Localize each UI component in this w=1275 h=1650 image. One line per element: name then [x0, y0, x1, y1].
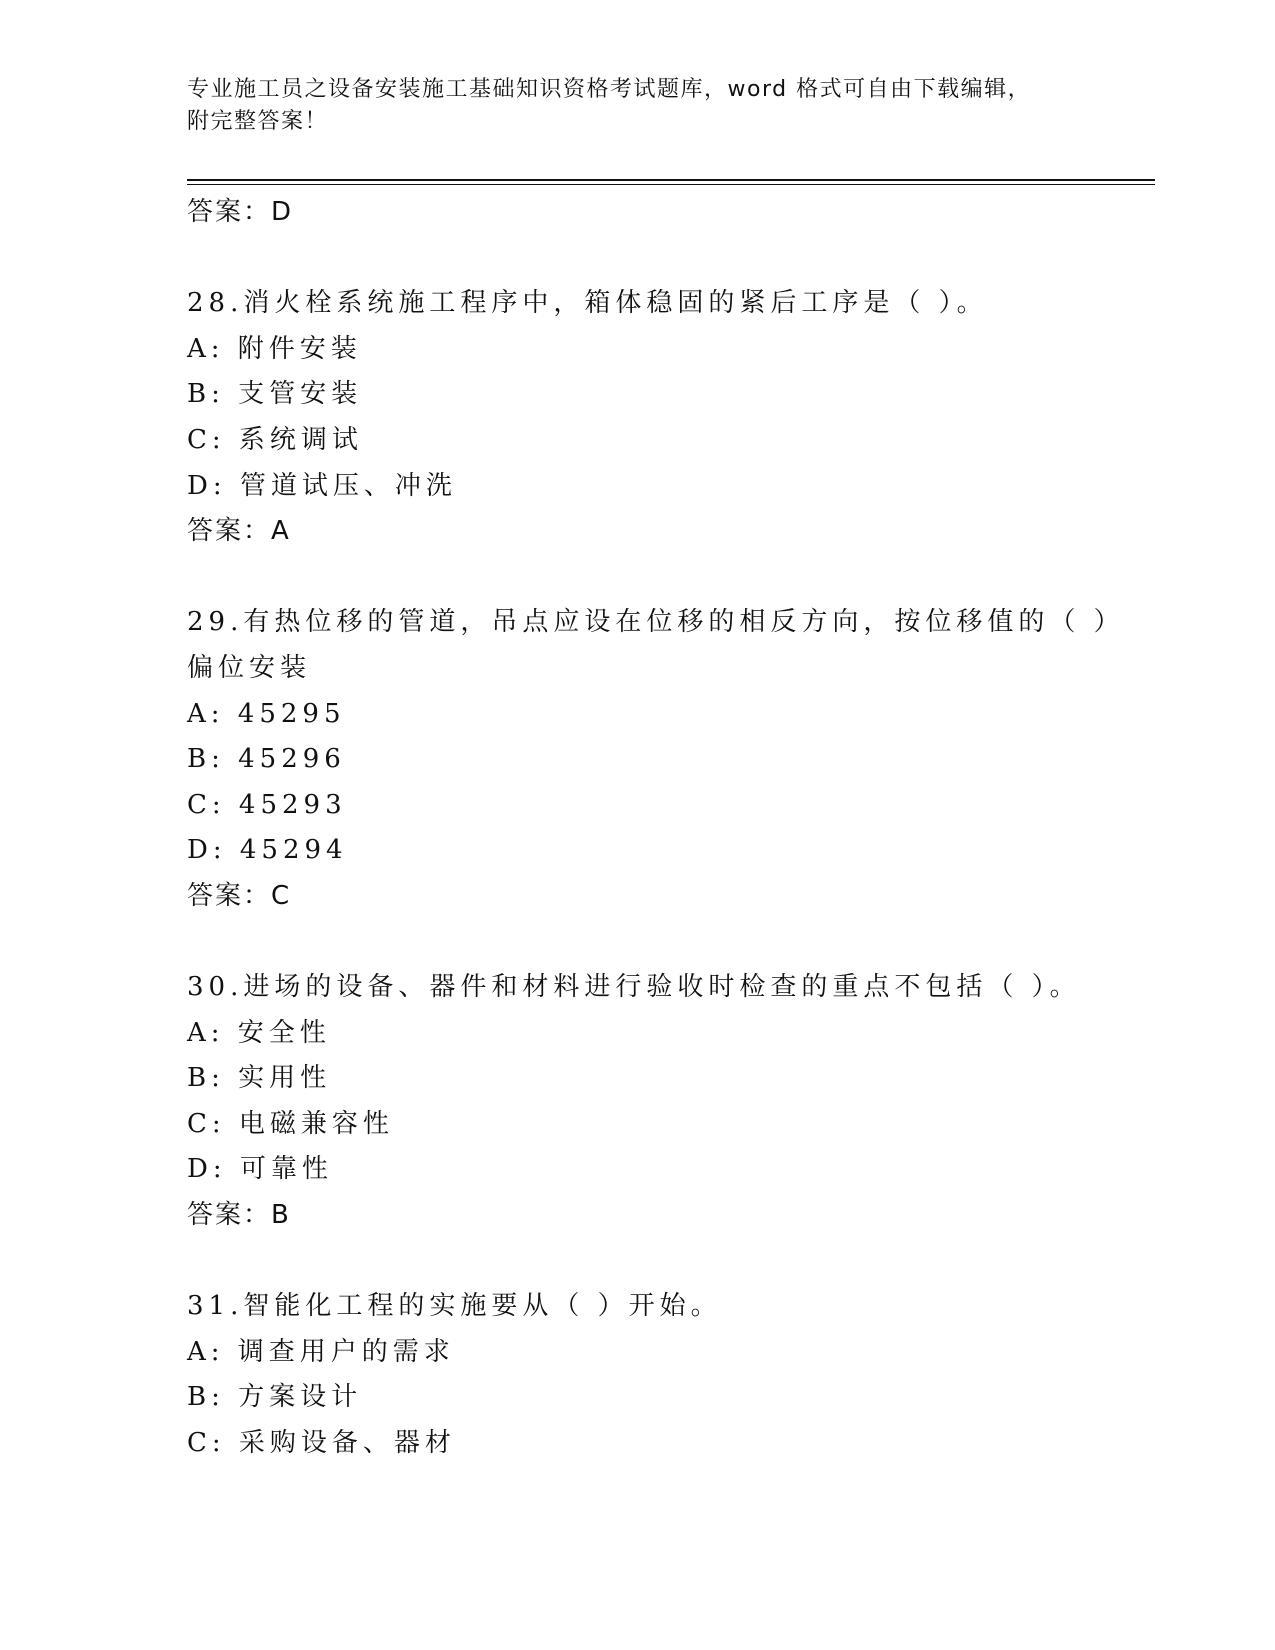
header-line-2: 附完整答案！ [187, 109, 329, 134]
option-b: B: 45296 [187, 744, 346, 775]
question-stem: 29.有热位移的管道，吊点应设在位移的相反方向，按位移值的（ ） [187, 607, 1125, 638]
spacer [187, 236, 1147, 282]
question-block [187, 965, 1147, 1239]
header-divider-thick [187, 179, 1155, 181]
option-d: D: 管道试压、冲洗 [187, 470, 457, 501]
option-b: B: 实用性 [187, 1063, 332, 1094]
option-d: D: 45294 [187, 835, 348, 866]
option-b: B: 方案设计 [187, 1382, 363, 1413]
question-stem: 31.智能化工程的实施要从（ ）开始。 [187, 1291, 722, 1322]
question-block [187, 1284, 1147, 1466]
header-line-1: 专业施工员之设备安装施工基础知识资格考试题库，word 格式可自由下载编辑， [187, 77, 1032, 102]
option-b: B: 支管安装 [187, 379, 363, 410]
spacer [187, 555, 1147, 601]
question-block [187, 600, 1147, 919]
spacer [187, 1239, 1147, 1285]
option-a: A: 安全性 [187, 1017, 331, 1048]
answer-line: 答案：A [187, 516, 291, 547]
header-divider-thin [187, 184, 1155, 185]
option-c: C: 系统调试 [187, 424, 363, 455]
option-c: C: 45293 [187, 789, 347, 820]
question-stem-continued: 偏位安装 [187, 652, 312, 683]
answer-line: 答案：B [187, 1200, 291, 1231]
spacer [187, 920, 1147, 966]
document-header [187, 74, 1067, 138]
answer-line: 答案：C [187, 880, 292, 911]
question-list [187, 190, 1147, 1467]
question-stem: 28.消火栓系统施工程序中，箱体稳固的紧后工序是（ ）。 [187, 288, 988, 319]
option-c: C: 采购设备、器材 [187, 1428, 456, 1459]
question-stem: 30.进场的设备、器件和材料进行验收时检查的重点不包括（ ）。 [187, 972, 1081, 1003]
answer-line: 答案：D [187, 197, 294, 227]
option-a: A: 附件安装 [187, 333, 362, 364]
option-d: D: 可靠性 [187, 1154, 333, 1185]
option-c: C: 电磁兼容性 [187, 1108, 394, 1139]
option-a: A: 45295 [187, 698, 346, 729]
option-a: A: 调查用户的需求 [187, 1336, 455, 1367]
question-block [187, 281, 1147, 555]
